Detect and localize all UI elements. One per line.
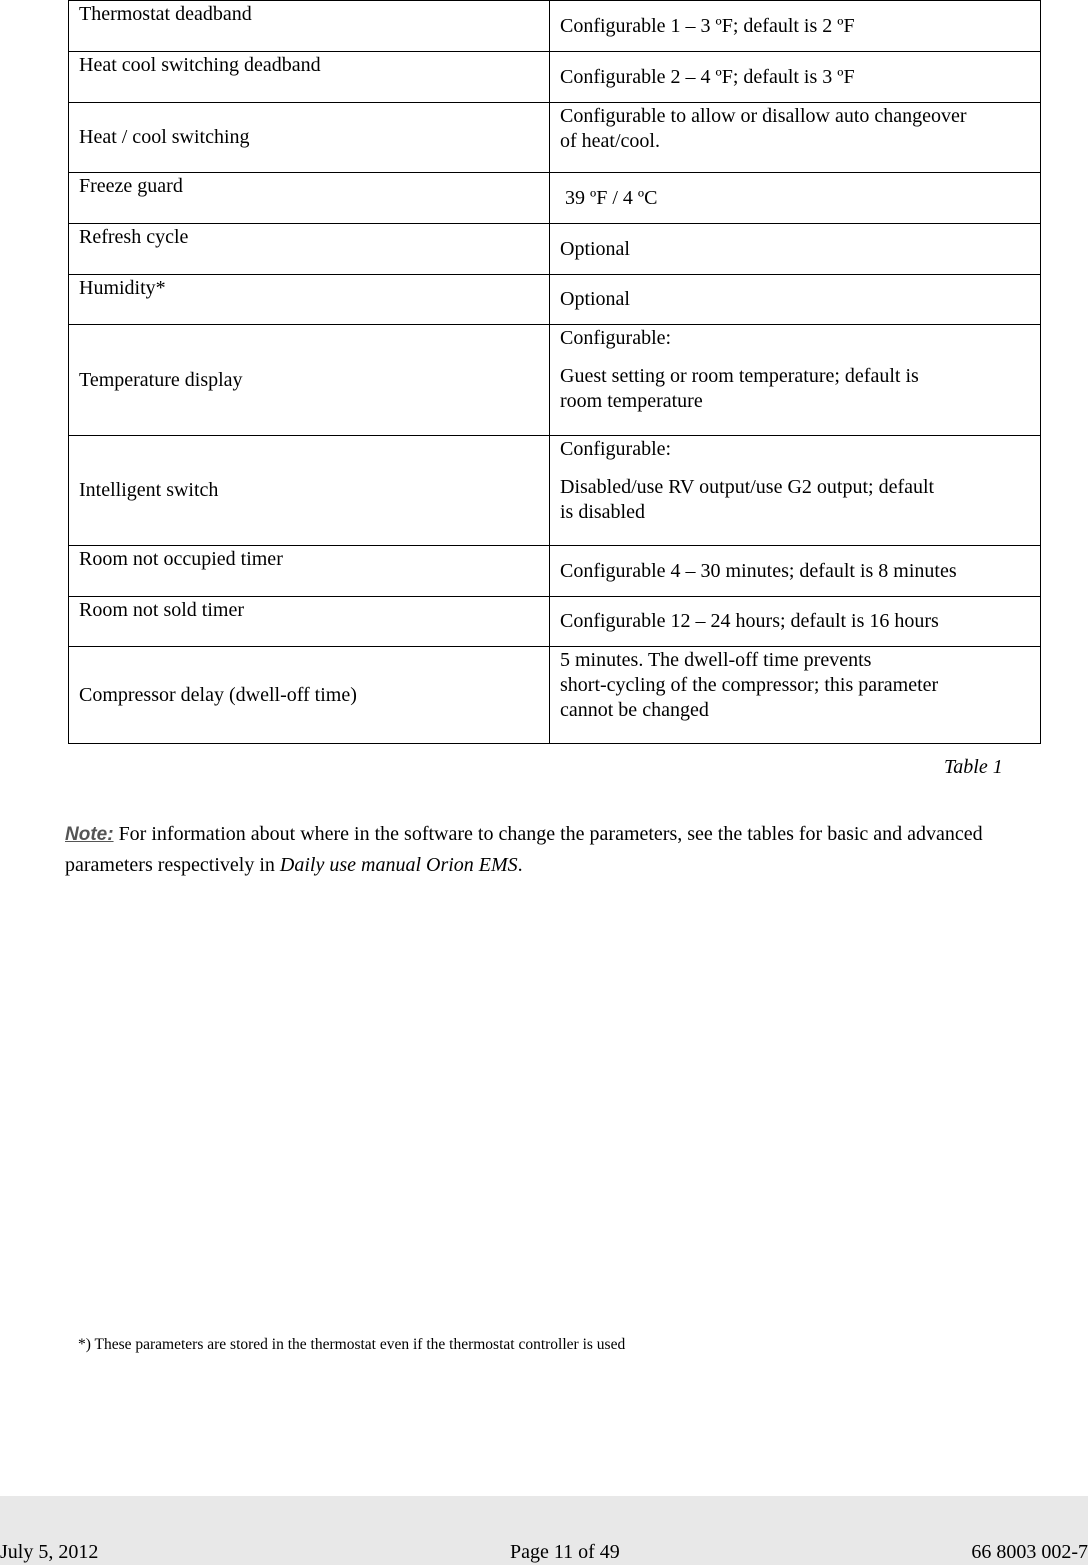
parameter-name: Humidity* [69, 275, 550, 325]
table-row [69, 325, 1041, 436]
page-footer [0, 1496, 1088, 1565]
table-row [69, 275, 1041, 325]
table-row [69, 546, 1041, 597]
parameter-name: Thermostat deadband [69, 1, 550, 52]
footer-document-number: 66 8003 002-7 [971, 1541, 1088, 1563]
parameter-name: Room not occupied timer [69, 546, 550, 597]
table-row [69, 224, 1041, 275]
footer-date: July 5, 2012 [0, 1541, 99, 1563]
table-row [69, 647, 1041, 744]
parameter-value: Optional [550, 275, 1041, 325]
parameter-value: 5 minutes. The dwell-off time prevents short-cycling of the compressor; this parameter cannot be changed [550, 647, 1041, 744]
parameter-value: 39 ºF / 4 ºC [550, 173, 1041, 224]
table-row [69, 103, 1041, 173]
note-end: . [517, 854, 523, 876]
table-row [69, 52, 1041, 103]
table-row [69, 1, 1041, 52]
note-label: Note: [65, 824, 114, 845]
footnote: *) These parameters are stored in the thermostat even if the thermostat controller is used [78, 1336, 626, 1353]
table-row [69, 436, 1041, 546]
parameter-name: Heat cool switching deadband [69, 52, 550, 103]
parameter-name: Compressor delay (dwell-off time) [69, 647, 550, 744]
parameter-value: Configurable to allow or disallow auto changeover of heat/cool. [550, 103, 1041, 173]
parameters-table [68, 0, 1041, 744]
parameter-value: Configurable: Guest setting or room temperature; default is room temperature [550, 325, 1041, 436]
parameter-value: Configurable 2 – 4 ºF; default is 3 ºF [550, 52, 1041, 103]
parameter-value: Optional [550, 224, 1041, 275]
parameter-value: Configurable 12 – 24 hours; default is 16 hours [550, 597, 1041, 647]
table-caption: Table 1 [944, 756, 1003, 778]
footer-page-number: Page 11 of 49 [510, 1541, 620, 1563]
note-text: For information about where in the software to change the parameters, see the tables for basic and advanced parameters respectively in [65, 823, 983, 876]
table-row [69, 597, 1041, 647]
table-row [69, 173, 1041, 224]
parameter-name: Freeze guard [69, 173, 550, 224]
parameter-name: Intelligent switch [69, 436, 550, 546]
parameter-value: Configurable 1 – 3 ºF; default is 2 ºF [550, 1, 1041, 52]
parameter-name: Heat / cool switching [69, 103, 550, 173]
parameter-name: Temperature display [69, 325, 550, 436]
manual-reference: Daily use manual Orion EMS [279, 854, 518, 876]
parameter-name: Refresh cycle [69, 224, 550, 275]
note-paragraph [65, 819, 1025, 880]
parameter-value: Configurable: Disabled/use RV output/use G2 output; default is disabled [550, 436, 1041, 546]
parameter-value: Configurable 4 – 30 minutes; default is 8 minutes [550, 546, 1041, 597]
parameter-name: Room not sold timer [69, 597, 550, 647]
